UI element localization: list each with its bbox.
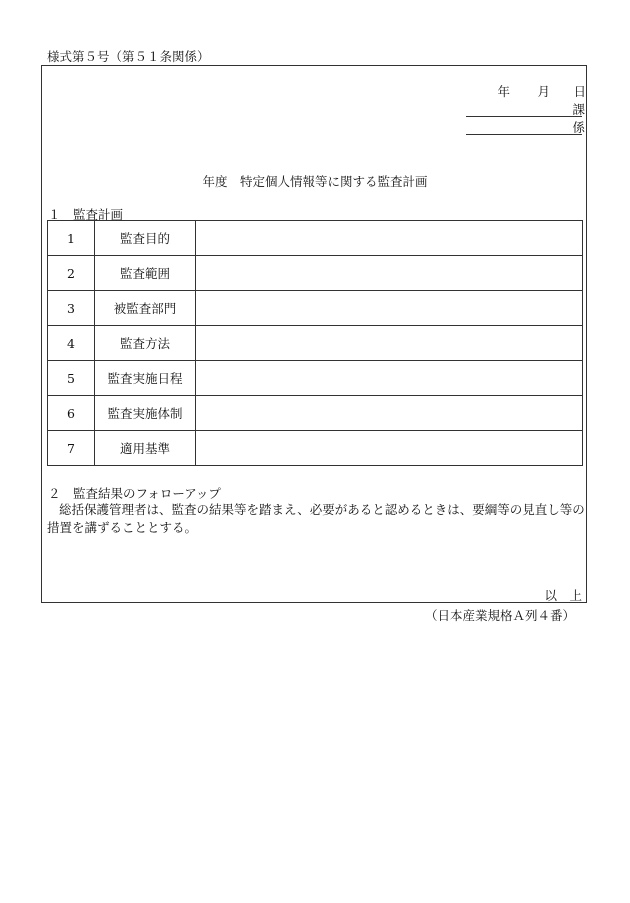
paper-size-note: （日本産業規格Ａ列４番）	[424, 608, 575, 623]
date-year-label: 年	[497, 84, 510, 99]
section-label: 課	[572, 102, 585, 117]
row-content	[196, 361, 583, 396]
row-item: 監査実施体制	[95, 396, 196, 431]
row-content	[196, 326, 583, 361]
row-item: 被監査部門	[95, 291, 196, 326]
row-item: 監査方法	[95, 326, 196, 361]
row-number: 6	[48, 396, 95, 431]
row-content	[196, 396, 583, 431]
row-number: 2	[48, 256, 95, 291]
date-month-label: 月	[537, 84, 550, 99]
section2-body: 総括保護管理者は、監査の結果等を踏まえ、必要があると認めるときは、要綱等の見直し等の措置を講ずることとする。	[47, 502, 585, 535]
table-row	[48, 326, 583, 361]
table-row	[48, 396, 583, 431]
closing-mark: 以 上	[544, 588, 582, 603]
form-label: 様式第５号（第５１条関係）	[47, 49, 210, 64]
audit-plan-table	[47, 220, 583, 466]
clerk-underline	[466, 134, 582, 135]
row-item: 適用基準	[95, 431, 196, 466]
table-row	[48, 431, 583, 466]
date-line	[474, 82, 586, 100]
clerk-label: 係	[572, 120, 585, 135]
row-item: 監査目的	[95, 221, 196, 256]
section2-heading: ２ 監査結果のフォローアップ	[48, 486, 221, 501]
section-underline	[466, 116, 582, 117]
section1-heading: １ 監査計画	[48, 207, 124, 222]
row-content	[196, 431, 583, 466]
date-day-label: 日	[573, 84, 586, 99]
row-number: 5	[48, 361, 95, 396]
row-content	[196, 221, 583, 256]
row-number: 1	[48, 221, 95, 256]
table-row	[48, 221, 583, 256]
row-number: 7	[48, 431, 95, 466]
row-number: 3	[48, 291, 95, 326]
document-title: 年度 特定個人情報等に関する監査計画	[202, 174, 428, 189]
row-item: 監査範囲	[95, 256, 196, 291]
table-row	[48, 256, 583, 291]
row-content	[196, 256, 583, 291]
row-item: 監査実施日程	[95, 361, 196, 396]
row-number: 4	[48, 326, 95, 361]
row-content	[196, 291, 583, 326]
table-row	[48, 361, 583, 396]
table-row	[48, 291, 583, 326]
